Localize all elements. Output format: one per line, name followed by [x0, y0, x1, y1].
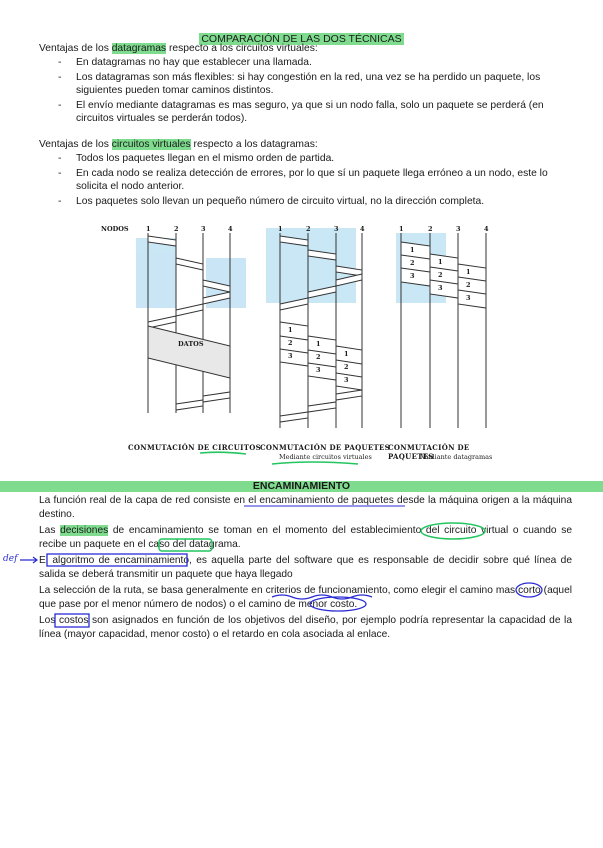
node-number: 1 — [278, 225, 283, 233]
packet-number: 3 — [316, 366, 321, 374]
caption-paquetes-vc-sub: Mediante circuitos virtuales — [279, 453, 372, 461]
caption-circuitos: CONMUTACIÓN DE CIRCUITOS — [128, 443, 261, 452]
datos-label: DATOS — [178, 340, 204, 348]
node-number: 2 — [428, 225, 433, 233]
packet-number: 2 — [344, 363, 349, 371]
paragraph — [39, 524, 572, 552]
packet-number: 1 — [410, 246, 415, 254]
intro-text: respecto a los datagramas: — [190, 139, 318, 150]
paragraph-text: Las — [39, 525, 61, 536]
packet-number: 2 — [410, 259, 415, 267]
packet-number: 3 — [288, 352, 293, 360]
arrow-icon — [20, 557, 37, 563]
intro-text: Ventajas de los — [39, 139, 112, 150]
node-number: 3 — [334, 225, 339, 233]
intro-text: respecto a los circuitos virtuales: — [166, 43, 318, 54]
margin-note: def — [3, 554, 18, 564]
list-item: - En datagramas no hay que establecer una llamada. — [58, 57, 312, 68]
datagramas-list — [58, 56, 573, 127]
paragraph: Los costos son asignados en función de los objetivos del diseño, por ejemplo podría representar la capacidad de la línea (mayor capacidad, menor costo) o el retardo en cola asociada al enlace. — [39, 615, 572, 640]
highlight-circuitos: circuitos virtuales — [111, 139, 191, 150]
circuitos-intro — [39, 138, 318, 152]
highlight-datagramas: datagramas — [111, 43, 167, 54]
paragraph: El algoritmo de encaminamiento, es aquella parte del software que es responsable de decidir sobre qué línea de salida se deberá transmitir un paquete que haya llegado — [39, 555, 572, 580]
node-number: 1 — [146, 225, 151, 233]
caption-paquetes-dg-sub: Mediante datagramas — [420, 453, 493, 461]
highlight-decisiones: decisiones — [60, 525, 109, 536]
packet-number: 1 — [288, 326, 293, 334]
packet-number: 2 — [466, 281, 471, 289]
paragraph: La función real de la capa de red consiste en el encaminamiento de paquetes desde la máquina origen a la máquina destino. — [39, 495, 572, 520]
packet-number: 3 — [344, 376, 349, 384]
node-number: 3 — [456, 225, 461, 233]
circuitos-list — [58, 152, 573, 209]
node-number: 2 — [174, 225, 179, 233]
paragraph-text: de encaminamiento se toman en el momento del establecimiento del circuito virtual o cuando se recibe un paquete en el caso del datagrama. — [39, 525, 572, 550]
section-heading-encaminamiento: ENCAMINAMIENTO — [0, 481, 603, 492]
list-item: - El envío mediante datagramas es mas seguro, ya que si un nodo falla, solo un paquete se perderá (en circuitos virtuales se perderán todos). — [58, 99, 544, 124]
packet-number: 1 — [316, 340, 321, 348]
list-item: - En cada nodo se realiza detección de errores, por lo que sí un paquete llega erróneo a un nodo, este lo solicita el nodo anterior. — [58, 167, 548, 192]
packet-number: 1 — [438, 258, 443, 266]
node-number: 4 — [228, 225, 233, 233]
caption-paquetes-vc: CONMUTACIÓN DE PAQUETES — [260, 443, 391, 452]
packet-number: 1 — [466, 268, 471, 276]
list-item: - Los datagramas son más flexibles: si hay congestión en la red, una vez se ha perdido un paquete, los siguientes pueden tomar caminos distintos. — [58, 71, 541, 96]
list-item: - Los paquetes solo llevan un pequeño número de circuito virtual, no la dirección completa. — [58, 195, 485, 207]
packet-number: 2 — [316, 353, 321, 361]
page-title: COMPARACIÓN DE LAS DOS TÉCNICAS — [201, 33, 402, 45]
green-ink-underline — [272, 462, 358, 464]
packet-number: 3 — [466, 294, 471, 302]
diagram-svg — [96, 218, 516, 468]
node-number: 4 — [360, 225, 365, 233]
paragraph: La selección de la ruta, se basa generalmente en criterios de funcionamiento, como elegir el camino mas corto (aquel que pase por el menor número de nodos) o el camino de menor costo. — [39, 585, 572, 610]
green-ink-underline — [200, 452, 246, 454]
list-item: - Todos los paquetes llegan en el mismo orden de partida. — [58, 153, 335, 164]
packet-number: 3 — [438, 284, 443, 292]
packet-number: 2 — [288, 339, 293, 347]
intro-text: Ventajas de los — [39, 43, 112, 54]
packet-number: 3 — [410, 272, 415, 280]
packet-number: 1 — [344, 350, 349, 358]
node-number: 1 — [399, 225, 404, 233]
node-number: 4 — [484, 225, 489, 233]
node-number: 3 — [201, 225, 206, 233]
nodos-label: NODOS — [101, 225, 129, 233]
packet-number: 2 — [438, 271, 443, 279]
node-number: 2 — [306, 225, 311, 233]
caption-paquetes-dg: CONMUTACIÓN DE PAQUETES — [388, 443, 470, 461]
switching-diagram — [96, 218, 516, 468]
datagramas-intro — [39, 42, 318, 56]
